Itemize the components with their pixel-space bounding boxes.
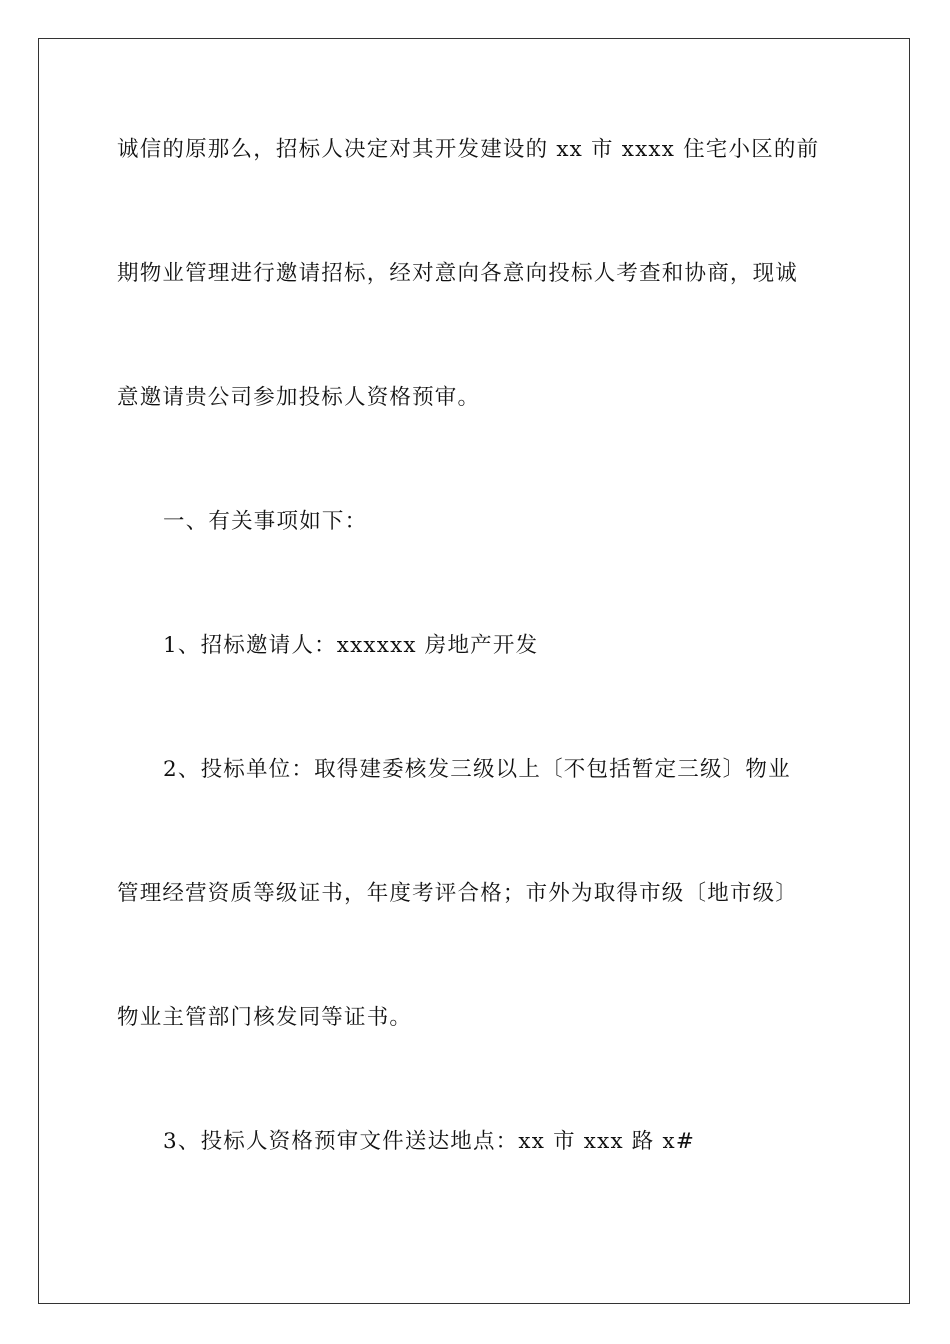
item-2-bidder-line-3: 物业主管部门核发同等证书。 [117, 1005, 413, 1030]
paragraph-line-3: 意邀请贵公司参加投标人资格预审。 [117, 385, 481, 410]
item-1-inviter: 1、招标邀请人：xxxxxx 房地产开发 [163, 633, 539, 658]
item-2-bidder-line-2: 管理经营资质等级证书，年度考评合格；市外为取得市级〔地市级〕 [117, 881, 799, 906]
paragraph-line-2: 期物业管理进行邀请招标，经对意向各意向投标人考查和协商，现诚 [117, 261, 799, 286]
item-2-bidder-line-1: 2、投标单位：取得建委核发三级以上〔不包括暂定三级〕物业 [163, 757, 791, 782]
item-3-delivery-address: 3、投标人资格预审文件送达地点：xx 市 xxx 路 x# [163, 1129, 696, 1154]
section-heading: 一、有关事项如下： [163, 509, 368, 534]
paragraph-line-1: 诚信的原那么，招标人决定对其开发建设的 xx 市 xxxx 住宅小区的前 [117, 137, 820, 162]
page-border [38, 38, 910, 1304]
